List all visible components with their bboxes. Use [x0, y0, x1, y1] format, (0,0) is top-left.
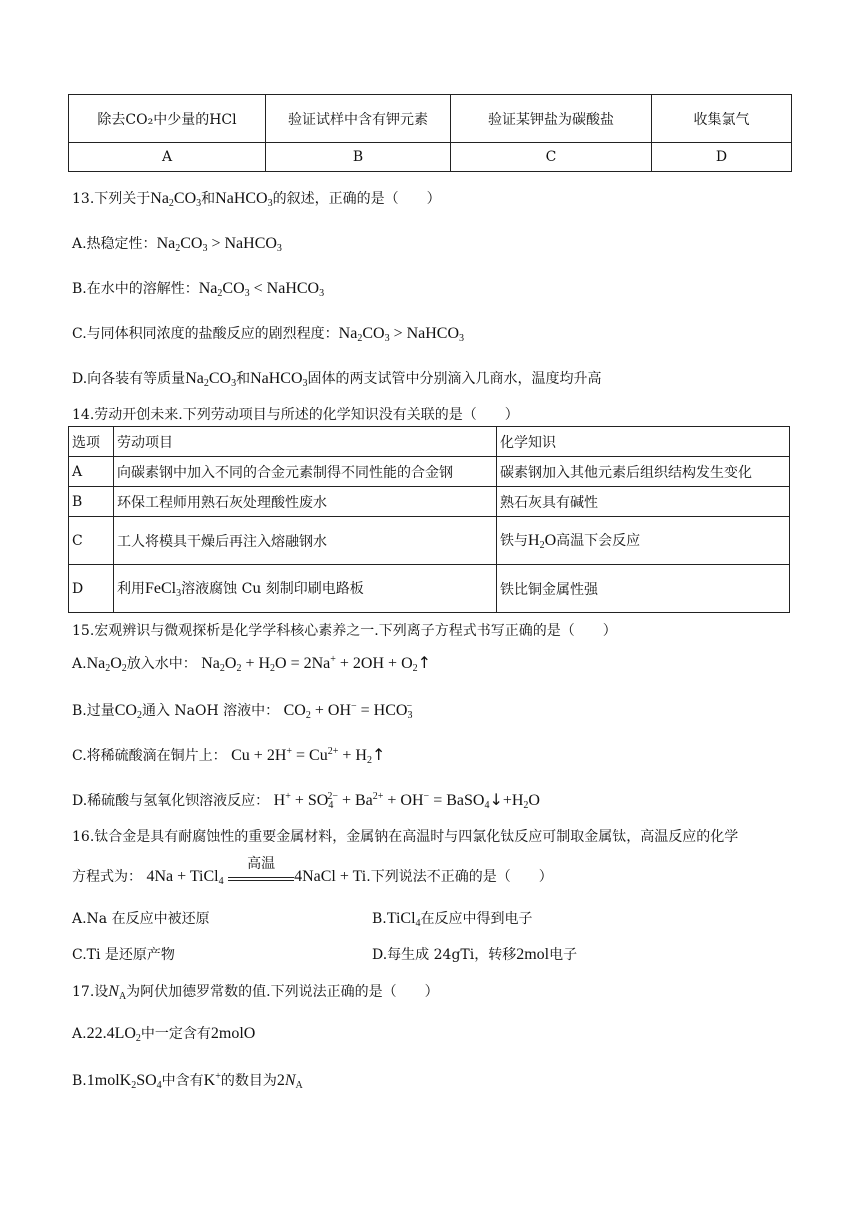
q16-option-c: C.Ti 是还原产物: [72, 947, 175, 963]
row-c-knowledge: 铁与$H_2O$高温下会反应: [497, 517, 790, 565]
row-b-item: 环保工程师用熟石灰处理酸性废水: [114, 487, 497, 517]
experiment-options-table: [68, 94, 792, 172]
q17-option-b: $B.1molK_2SO_4$中含有K+的数目为$2N_A$: [72, 1071, 303, 1091]
question-15-stem: 15.宏观辨识与微观探析是化学学科核心素养之一.下列离子方程式书写正确的是（ ）: [72, 623, 617, 639]
table1-label-b: B: [266, 143, 451, 172]
question-16-equation-line: 方程式为： 4Na + TiCl$_4$ 高温 4NaCl + Ti.下列说法不正确的是（ ）: [72, 856, 553, 887]
row-d-item: 利用FeCl$_3$溶液腐蚀 Cu 刻制印刷电路板: [114, 565, 497, 613]
q17-option-a: $A.22.4LO_2$中一定含有2molO: [72, 1025, 256, 1044]
question-13-stem: 13.下列关于$Na_2CO_3$和NaHCO$_3$的叙述，正确的是（ ）: [72, 190, 441, 209]
table1-label-c: C: [451, 143, 652, 172]
q15-option-b: B.过量$CO_2$通入 NaOH 溶液中： $CO_2 + OH^- = HCO_3^-$: [72, 701, 413, 721]
q13-option-d: D.向各装有等质量$Na_2CO_3$和NaHCO$_3$固体的两支试管中分别滴入几商水，温度均升高: [72, 370, 602, 389]
question-17-stem: 17.设$N_A$为阿伏加德罗常数的值.下列说法正确的是（ ）: [72, 983, 439, 1002]
q13-option-a: A.热稳定性：$Na_2CO_3$ > NaHCO$_3$: [72, 235, 282, 254]
row-d-knowledge: 铁比铜金属性强: [497, 565, 790, 613]
q16-option-d: D.每生成 24gTi，转移2mol电子: [372, 946, 578, 963]
q13-option-b: B.在水中的溶解性：$Na_2CO_3$ < NaHCO$_3$: [72, 280, 325, 299]
row-a-item: 向碳素钢中加入不同的合金元素制得不同性能的合金钢: [114, 457, 497, 487]
table1-label-a: A: [69, 143, 266, 172]
table1-cell-c: 验证某钾盐为碳酸盐: [451, 95, 652, 143]
q16-option-b: B.TiCl$_4$在反应中得到电子: [372, 910, 533, 929]
q15-option-d: D.稀硫酸与氢氧化钡溶液反应： $H^+ + SO_4^{2-} + Ba^{2+} + OH^-$ = $BaSO_4↓+H_2O$: [72, 790, 540, 811]
row-b-option: B: [69, 487, 114, 517]
table1-label-d: D: [652, 143, 792, 172]
table1-cell-b: 验证试样中含有钾元素: [266, 95, 451, 143]
row-b-knowledge: 熟石灰具有碱性: [497, 487, 790, 517]
row-d-option: D: [69, 565, 114, 613]
header-labor-item: 劳动项目: [114, 427, 497, 457]
table1-cell-d: 收集氯气: [652, 95, 792, 143]
row-a-knowledge: 碳素钢加入其他元素后组织结构发生变化: [497, 457, 790, 487]
reaction-condition: 高温: [228, 869, 294, 881]
q15-option-c: C.将稀硫酸滴在铜片上： $Cu + 2H^+ = Cu^{2+}$ + $H_2↑$: [72, 745, 386, 766]
table1-cell-a: 除去CO₂中少量的HCl: [69, 95, 266, 143]
header-chem-knowledge: 化学知识: [497, 427, 790, 457]
row-c-item: 工人将模具干燥后再注入熔融钢水: [114, 517, 497, 565]
q16-option-a: A.Na 在反应中被还原: [72, 911, 210, 927]
row-a-option: A: [69, 457, 114, 487]
question-16-stem: 16.钛合金是具有耐腐蚀性的重要金属材料，金属钠在高温时与四氯化钛反应可制取金属钛，高温反应的化学: [72, 829, 739, 845]
header-option: 选项: [69, 427, 114, 457]
question-14-stem: 14.劳动开创未来.下列劳动项目与所述的化学知识没有关联的是（ ）: [72, 407, 519, 423]
q13-option-c: C.与同体积同浓度的盐酸反应的剧烈程度：$Na_2CO_3$ > NaHCO$_3$: [72, 325, 465, 344]
labor-knowledge-table: [68, 426, 790, 613]
q15-option-a: $A.Na_2O_2$放入水中： $Na_2O_2 + H_2O = 2Na^+ + 2OH$ + $O_2↑$: [72, 653, 432, 674]
row-c-option: C: [69, 517, 114, 565]
